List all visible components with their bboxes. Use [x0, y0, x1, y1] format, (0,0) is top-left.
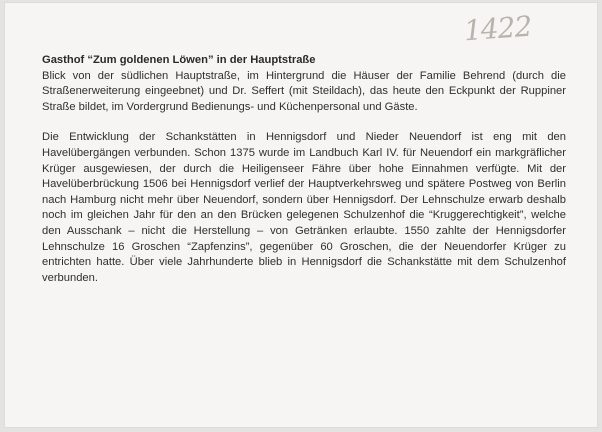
body-paragraph: Die Entwicklung der Schankstätten in Hennigsdorf und Nieder Neuendorf ist eng mit den Havelübergängen verbunden. Schon 1375 wurde im Landbuch Karl IV. für Neuendorf ein markgräflicher Krüger ausgewiesen, der durch die Heiligenseer Fähre über hohe Einnahmen verfügte. Mit der Havelüberbrückung 1506 bei Hennigsdorf verlief der Hauptverkehrsweg und spätere Postweg von Berlin nach Hamburg nicht mehr über Neuendorf, sondern über Hennigsdorf. Der Lehnschulze erwarb deshalb noch im gleichen Jahr für den an den Brücken gelegenen Schulzenhof die “Kruggerechtigkeit”, welche den Ausschank – nicht die Herstellung – von Getränken erlaubte. 1550 zahlte der Hennigsdorfer Lehnschulze 16 Groschen “Zapfenzins”, gegenüber 60 Groschen, die der Neuendorfer Krüger zu entrichten hatte. Über viele Jahrhunderte blieb in Hennigsdorf die Schankstätte mit dem Schulzenhof verbunden. [42, 131, 566, 284]
text-content [42, 53, 566, 286]
paragraph-spacer [42, 115, 566, 130]
caption-title: Gasthof “Zum goldenen Löwen” in der Hauptstraße [42, 54, 316, 66]
caption-text: Blick von der südlichen Hauptstraße, im Hintergrund die Häuser der Familie Behrend (durch die Straßenerweiterung eingeebnet) und Dr. Seffert (mit Steildach), das heute den Eckpunkt der Ruppiner Straße bildet, im Vordergrund Bedienungs- und Küchenpersonal und Gäste. [42, 69, 566, 113]
document-card [4, 2, 598, 428]
handwritten-number: 1422 [462, 9, 533, 48]
